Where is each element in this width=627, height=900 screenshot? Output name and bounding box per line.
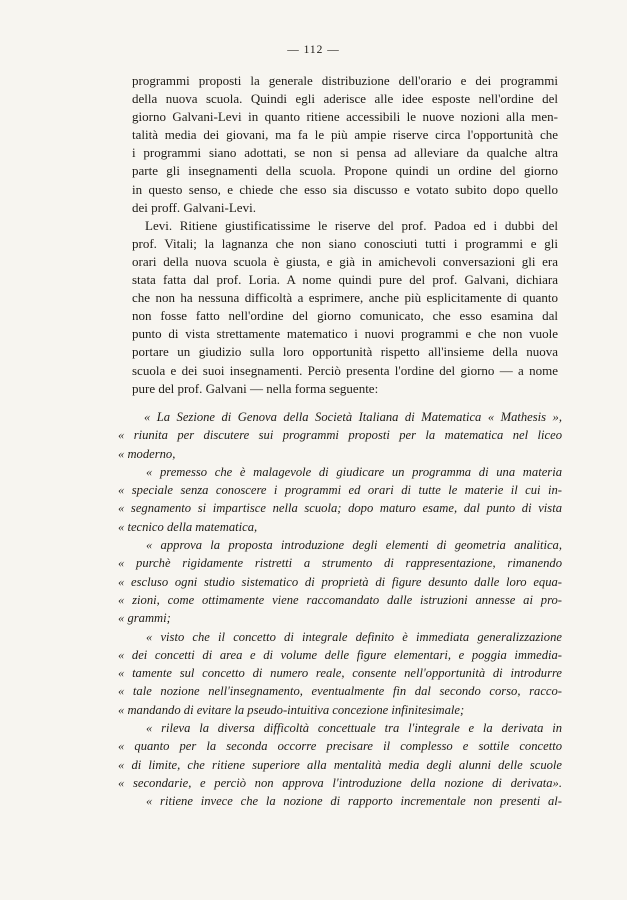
text-line: che non ha nessuna difficoltà a esprimere, anche più esplicitamente di quanto xyxy=(132,290,558,306)
text-line: scuola e dei suoi insegnamenti. Perciò presenta l'ordine del giorno — a nome xyxy=(132,362,558,378)
text-line: i programmi siano adottati, se non si pensa ad alleviare da qualche altra xyxy=(132,145,558,161)
text-line: programmi proposti la generale distribuzione dell'orario e dei programmi xyxy=(132,73,558,88)
quote-line: « secondarie, e perciò non approva l'introduzione della nozione di derivata». xyxy=(118,775,562,790)
quote-line: « tecnico della matematica, xyxy=(118,519,258,534)
quote-line: « rileva la diversa difficoltà concettuale tra l'integrale e la derivata in xyxy=(146,721,562,736)
text-line: orari della nuova scuola è giusta, e già in amichevoli conversazioni gli era xyxy=(132,253,558,269)
quote-line: « mandando di evitare la pseudo-intuitiva concezione infinitesimale; xyxy=(118,702,465,717)
text-line: pure del prof. Galvani — nella forma seguente: xyxy=(132,380,379,396)
quote-line: « approva la proposta introduzione degli elementi di geometria analitica, xyxy=(146,538,562,553)
quote-line: « quanto per la seconda occorre precisare il complesso e sottile concetto xyxy=(118,739,562,754)
quote-line: « ritiene invece che la nozione di rapporto incrementale non presenti al- xyxy=(146,794,562,809)
text-line: punto di vista strettamente matematico i nuovi programmi e che non vuole xyxy=(132,326,558,342)
quote-line: « segnamento si impartisce nella scuola; dopo maturo esame, dal punto di vista xyxy=(118,501,562,516)
quoted-resolution xyxy=(118,408,562,811)
quote-line: « purchè rigidamente ristretti a strumento di rappresentazione, rimanendo xyxy=(118,556,562,571)
quote-line: « La Sezione di Genova della Società Italiana di Matematica « Mathesis », xyxy=(144,410,562,424)
text-line: in questo senso, e chiede che esso sia discusso e votato subito dopo quello xyxy=(132,181,558,197)
text-line: parte gli insegnamenti della scuola. Propone quindi un ordine del giorno xyxy=(132,163,558,179)
quote-line: « tale nozione nell'insegnamento, eventualmente fin dal secondo corso, racco- xyxy=(118,684,562,699)
text-line: prof. Vitali; la lagnanza che non siano conosciuti tutti i programmi e gli xyxy=(132,235,558,251)
quote-line: « escluso ogni studio sistematico di proprietà di figure desunto dalle loro equa- xyxy=(118,574,562,589)
quote-line: « moderno, xyxy=(118,446,176,461)
quote-line: « riunita per discutere sui programmi proposti per la matematica nel liceo xyxy=(118,428,562,443)
quote-line: « tamente sul concetto di numero reale, consente nell'opportunità di introdurre xyxy=(118,666,562,681)
text-line: giorno Galvani-Levi in quanto ritiene accessibili le nuove nozioni alla men- xyxy=(132,109,558,125)
text-line: Levi. Ritiene giustificatissime le riserve del prof. Padoa ed i dubbi del xyxy=(145,217,558,233)
page-number: — 112 — xyxy=(287,44,340,56)
text-line: stata fatta dal prof. Loria. A nome quindi pure del prof. Galvani, dichiara xyxy=(132,272,558,288)
quote-line: « di limite, che ritiene superiore alla mentalità media degli alunni delle scuole xyxy=(118,757,562,772)
quote-line: « premesso che è malagevole di giudicare un programma di una materia xyxy=(146,464,562,479)
text-line: talità media dei giovani, ma fa le più ampie riserve circa l'opportunità che xyxy=(132,127,558,143)
quote-line: « dei concetti di area e di volume delle figure elementari, e poggia immedia- xyxy=(118,647,562,662)
text-line: della nuova scuola. Quindi egli aderisce alle idee esposte nell'ordine del xyxy=(132,91,558,107)
text-line: non fosse fatto nell'ordine del giorno comunicato, che esso esamina dal xyxy=(132,308,558,324)
text-line: portare un giudizio sulla loro opportunità rispetto all'insieme della nuova xyxy=(132,344,558,360)
body-text xyxy=(132,72,558,398)
quote-line: « speciale senza conoscere i programmi ed orari di tutte le materie il cui in- xyxy=(118,483,562,498)
text-line: dei proff. Galvani-Levi. xyxy=(132,199,256,215)
quote-line: « zioni, come ottimamente viene raccomandato dalle istruzioni annesse ai pro- xyxy=(118,592,562,607)
quote-line: « visto che il concetto di integrale definito è immediata generalizzazione xyxy=(146,629,562,644)
quote-line: « grammi; xyxy=(118,611,171,626)
